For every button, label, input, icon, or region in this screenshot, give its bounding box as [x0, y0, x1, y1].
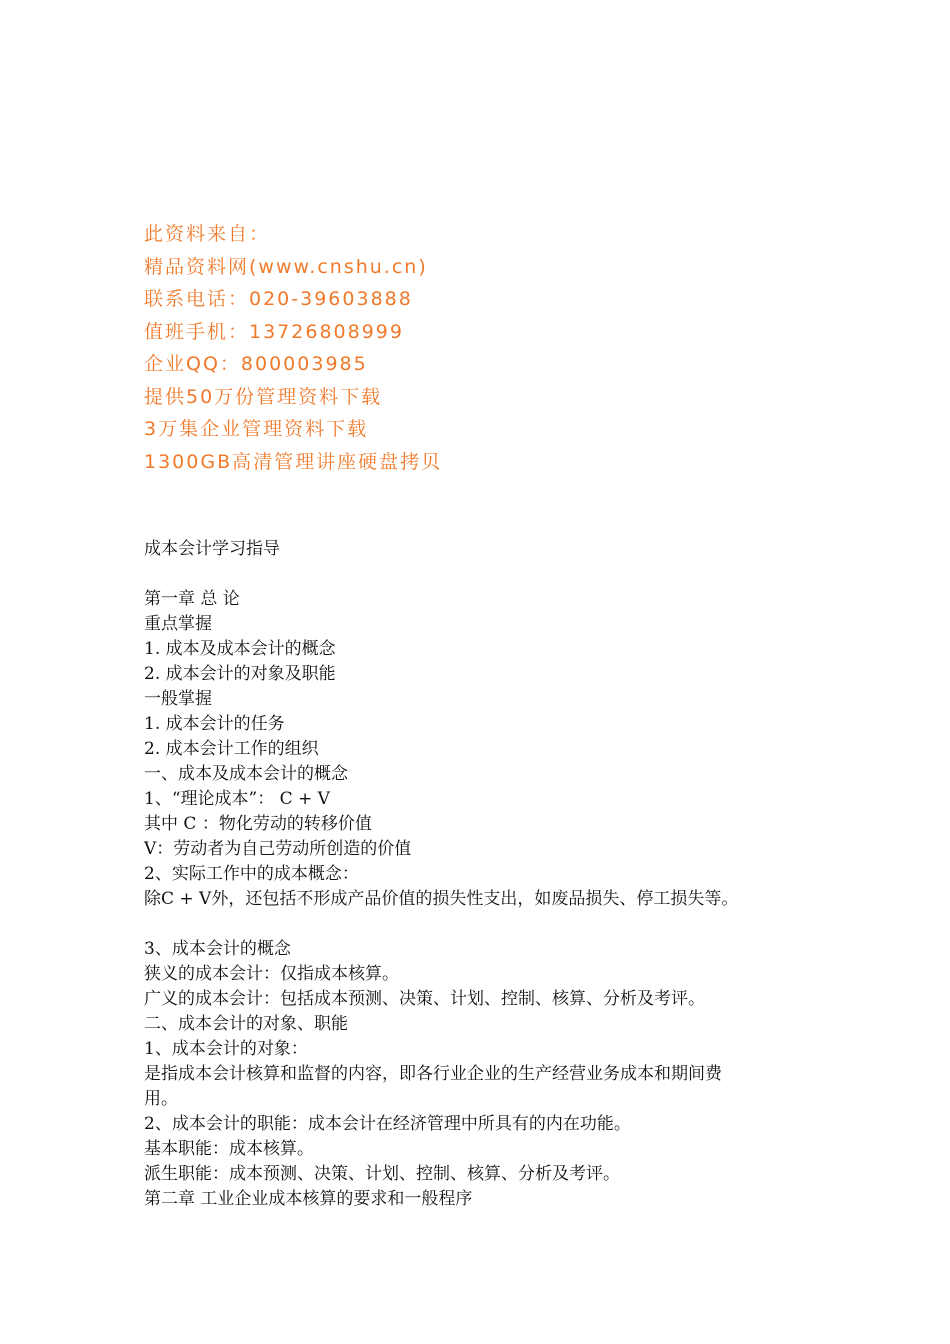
paragraph-line: 是指成本会计核算和监督的内容，即各行业企业的生产经营业务成本和期间费 — [144, 1064, 722, 1084]
promo-block — [144, 218, 844, 478]
promo-phone-line: 联系电话：020-39603888 — [144, 288, 413, 310]
list-item: 1. 成本及成本会计的概念 — [144, 639, 336, 659]
blank-line — [144, 912, 824, 937]
chapter-heading: 第二章 工业企业成本核算的要求和一般程序 — [144, 1189, 473, 1209]
paragraph-line: 除C + V外，还包括不形成产品价值的损失性支出，如废品损失、停工损失等。 — [144, 889, 739, 909]
section-heading: 二、成本会计的对象、职能 — [144, 1014, 348, 1034]
promo-offer-line: 1300GB高清管理讲座硬盘拷贝 — [144, 450, 443, 473]
paragraph-line: 3、成本会计的概念 — [144, 939, 291, 959]
paragraph-line: 用。 — [144, 1089, 178, 1109]
promo-mobile-line: 值班手机：13726808999 — [144, 320, 404, 343]
promo-qq-line: 企业QQ：800003985 — [144, 353, 368, 375]
promo-website-line: 精品资料网(www.cnshu.cn) — [144, 255, 428, 278]
paragraph-line: 1、“理论成本”： C + V — [144, 789, 330, 809]
paragraph-line: V：劳动者为自己劳动所创造的价值 — [144, 839, 412, 859]
paragraph-line: 狭义的成本会计：仅指成本核算。 — [144, 964, 399, 984]
document-body — [144, 537, 824, 1212]
list-item: 2. 成本会计的对象及职能 — [144, 664, 336, 684]
paragraph-line: 其中 C ：物化劳动的转移价值 — [144, 814, 372, 834]
paragraph-line: 基本职能：成本核算。 — [144, 1139, 314, 1159]
chapter-heading: 第一章 总 论 — [144, 589, 240, 609]
general-heading: 一般掌握 — [144, 689, 212, 709]
promo-source-line: 此资料来自： — [144, 223, 271, 245]
document-title: 成本会计学习指导 — [144, 539, 280, 559]
section-heading: 一、成本及成本会计的概念 — [144, 764, 348, 784]
key-points-heading: 重点掌握 — [144, 614, 212, 634]
paragraph-line: 广义的成本会计：包括成本预测、决策、计划、控制、核算、分析及考评。 — [144, 989, 705, 1009]
promo-offer-line: 提供50万份管理资料下载 — [144, 385, 383, 408]
paragraph-line: 2、成本会计的职能：成本会计在经济管理中所具有的内在功能。 — [144, 1114, 631, 1134]
paragraph-line: 派生职能：成本预测、决策、计划、控制、核算、分析及考评。 — [144, 1164, 620, 1184]
list-item: 2. 成本会计工作的组织 — [144, 739, 319, 759]
list-item: 1. 成本会计的任务 — [144, 714, 285, 734]
promo-offer-line: 3万集企业管理资料下载 — [144, 418, 369, 440]
paragraph-line: 1、成本会计的对象： — [144, 1039, 308, 1059]
paragraph-line: 2、实际工作中的成本概念： — [144, 864, 359, 884]
